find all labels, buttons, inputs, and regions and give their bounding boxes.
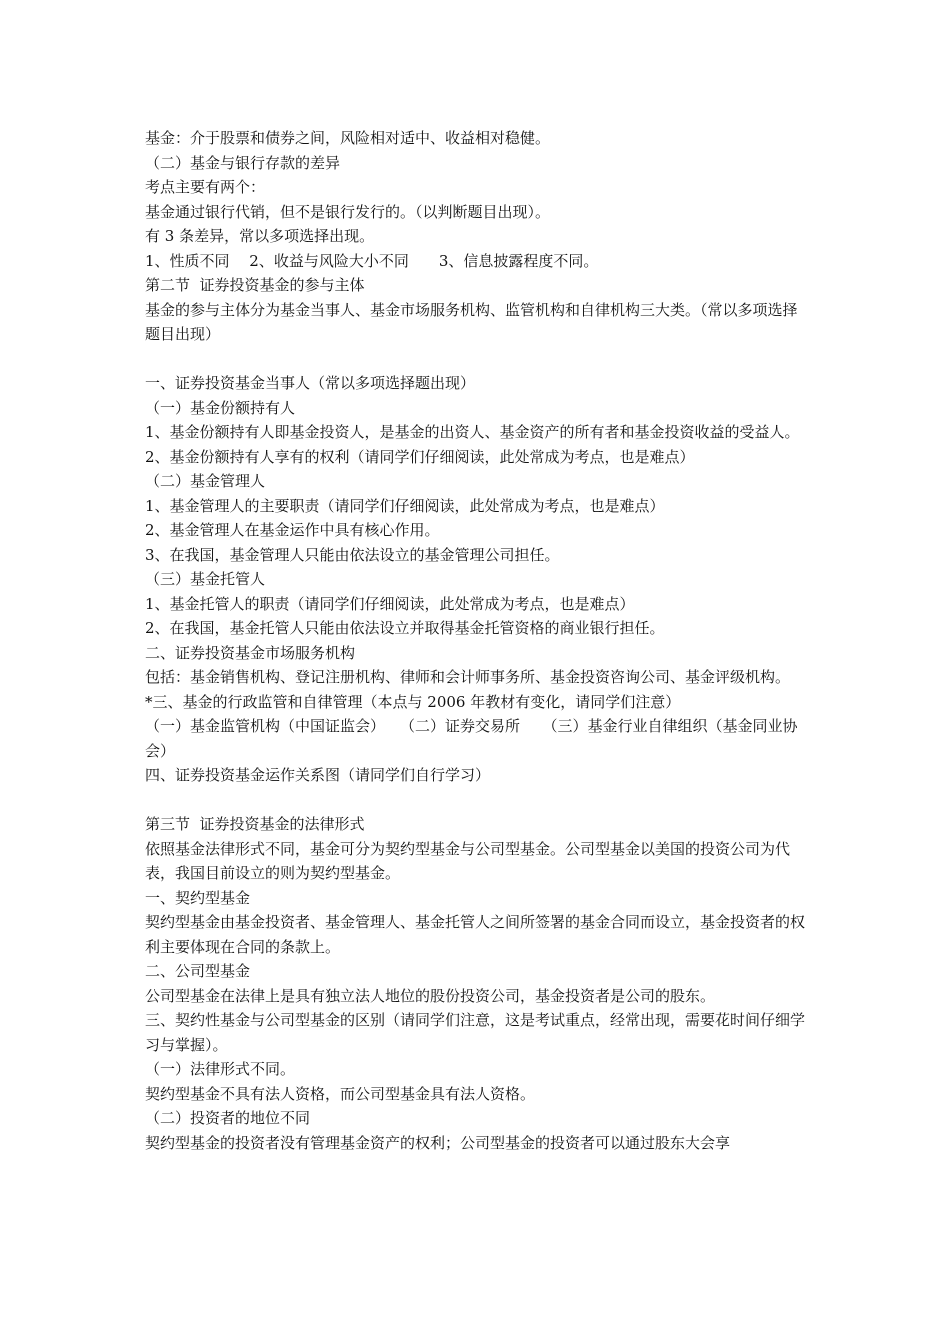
paragraph: 考点主要有两个： <box>145 178 266 196</box>
paragraph: 2、在我国，基金托管人只能由依法设立并取得基金托管资格的商业银行担任。 <box>145 619 665 637</box>
blank-line <box>145 347 810 372</box>
paragraph: 1、基金份额持有人即基金投资人，是基金的出资人、基金资产的所有者和基金投资收益的受益人。 <box>145 423 800 441</box>
section-heading: 二、证券投资基金市场服务机构 <box>145 643 356 662</box>
section-heading: 一、契约型基金 <box>145 888 251 907</box>
section-heading: 二、公司型基金 <box>145 962 251 980</box>
section-heading: 第三节 证券投资基金的法律形式 <box>145 815 365 833</box>
paragraph: 有 3 条差异，常以多项选择出现。 <box>145 227 375 245</box>
paragraph: 公司型基金在法律上是具有独立法人地位的股份投资公司，基金投资者是公司的股东。 <box>145 986 716 1005</box>
section-heading: 第二节 证券投资基金的参与主体 <box>145 276 365 294</box>
paragraph: 2、基金管理人在基金运作中具有核心作用。 <box>145 521 440 539</box>
section-heading: （二）基金与银行存款的差异 <box>145 153 341 172</box>
paragraph: 包括：基金销售机构、登记注册机构、律师和会计师事务所、基金投资咨询公司、基金评级机构。 <box>145 668 791 686</box>
paragraph: 契约型基金不具有法人资格，而公司型基金具有法人资格。 <box>145 1084 536 1103</box>
blank-line <box>145 788 810 813</box>
paragraph: 2、基金份额持有人享有的权利（请同学们仔细阅读，此处常成为考点，也是难点） <box>145 447 695 466</box>
section-heading: 四、证券投资基金运作关系图（请同学们自行学习） <box>145 766 491 784</box>
paragraph: 1、性质不同 2、收益与风险大小不同 3、信息披露程度不同。 <box>145 251 599 270</box>
document-body <box>145 126 810 1155</box>
subsection-heading: （二）基金管理人 <box>145 472 266 490</box>
section-heading: *三、基金的行政监管和自律管理（本点与 2006 年教材有变化，请同学们注意） <box>145 692 681 711</box>
paragraph: 基金：介于股票和债券之间，风险相对适中、收益相对稳健。 <box>145 129 551 147</box>
paragraph: （一）基金监管机构（中国证监会） （二）证券交易所 （三）基金行业自律组织（基金同业协会） <box>145 717 798 760</box>
paragraph: 契约型基金的投资者没有管理基金资产的权利；公司型基金的投资者可以通过股东大会享 <box>145 1133 731 1152</box>
subsection-heading: （二）投资者的地位不同 <box>145 1109 311 1127</box>
paragraph: 1、基金管理人的主要职责（请同学们仔细阅读，此处常成为考点，也是难点） <box>145 496 665 515</box>
subsection-heading: （三）基金托管人 <box>145 570 266 588</box>
paragraph: 1、基金托管人的职责（请同学们仔细阅读，此处常成为考点，也是难点） <box>145 594 635 613</box>
paragraph: 契约型基金由基金投资者、基金管理人、基金托管人之间所签署的基金合同而设立，基金投资者的权利主要体现在合同的条款上。 <box>145 913 806 956</box>
section-heading: 一、证券投资基金当事人（常以多项选择题出现） <box>145 374 476 392</box>
subsection-heading: （一）基金份额持有人 <box>145 398 296 417</box>
subsection-heading: （一）法律形式不同。 <box>145 1060 296 1078</box>
paragraph: 依照基金法律形式不同，基金可分为契约型基金与公司型基金。公司型基金以美国的投资公司为代表，我国目前设立的则为契约型基金。 <box>145 839 791 882</box>
paragraph: 基金通过银行代销，但不是银行发行的。（以判断题目出现）。 <box>145 202 551 221</box>
paragraph: 基金的参与主体分为基金当事人、基金市场服务机构、监管机构和自律机构三大类。（常以多项选择题目出现） <box>145 300 798 343</box>
paragraph: 3、在我国，基金管理人只能由依法设立的基金管理公司担任。 <box>145 545 560 564</box>
section-heading: 三、契约性基金与公司型基金的区别（请同学们注意，这是考试重点，经常出现，需要花时间仔细学习与掌握）。 <box>145 1011 806 1054</box>
